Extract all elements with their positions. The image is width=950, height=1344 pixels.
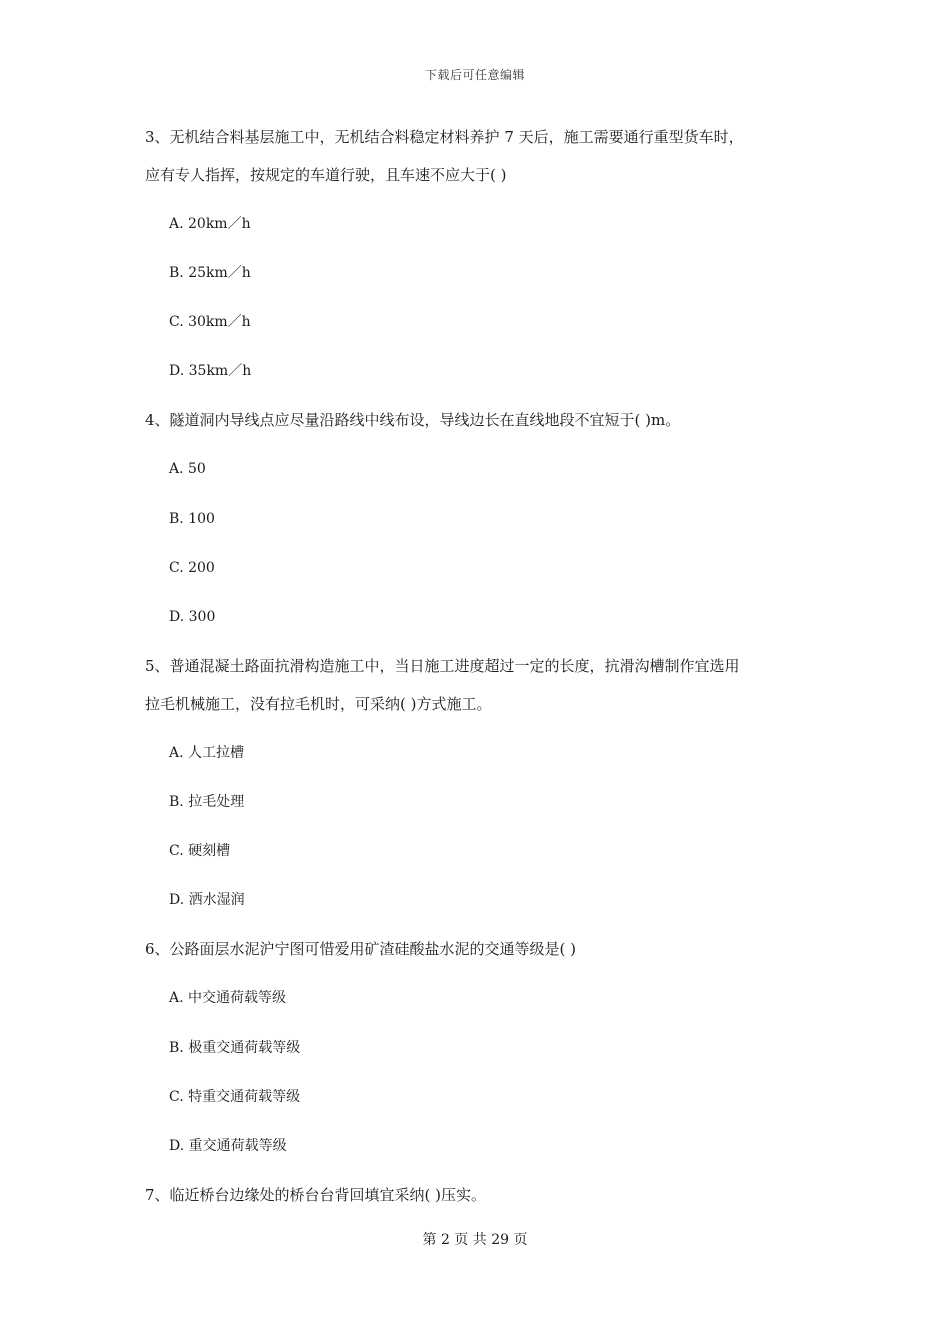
- question-5-line-1: 5、普通混凝土路面抗滑构造施工中，当日施工进度超过一定的长度，抗滑沟槽制作宜选用: [145, 657, 740, 675]
- question-6-option-a: A. 中交通荷载等级: [169, 990, 287, 1006]
- question-5-option-c: C. 硬刻槽: [169, 843, 231, 859]
- question-4-option-c: C. 200: [169, 560, 215, 576]
- question-3-option-b: B. 25km／h: [169, 265, 251, 281]
- page-header: 下载后可任意编辑: [424, 68, 525, 82]
- question-4-option-d: D. 300: [169, 609, 216, 625]
- question-3-line-1: 3、无机结合料基层施工中，无机结合料稳定材料养护 7 天后，施工需要通行重型货车时，: [145, 128, 744, 146]
- question-5-option-a: A. 人工拉槽: [169, 745, 245, 761]
- question-4-option-b: B. 100: [169, 511, 215, 527]
- question-5-option-d: D. 洒水湿润: [169, 892, 245, 908]
- question-3-line-2: 应有专人指挥，按规定的车道行驶，且车速不应大于( ): [145, 166, 507, 184]
- question-6-line-1: 6、公路面层水泥沪宁图可惜爱用矿渣硅酸盐水泥的交通等级是( ): [145, 940, 577, 958]
- question-6-option-d: D. 重交通荷载等级: [169, 1138, 287, 1154]
- question-6-option-c: C. 特重交通荷载等级: [169, 1089, 301, 1105]
- question-6-option-b: B. 极重交通荷载等级: [169, 1040, 301, 1056]
- question-3-option-c: C. 30km／h: [169, 314, 251, 330]
- question-3-option-a: A. 20km／h: [169, 216, 251, 232]
- question-4-line-1: 4、隧道洞内导线点应尽量沿路线中线布设，导线边长在直线地段不宜短于( )m。: [145, 411, 681, 429]
- question-3-option-d: D. 35km／h: [169, 363, 252, 379]
- question-7-line-1: 7、临近桥台边缘处的桥台台背回填宜采纳( )压实。: [145, 1186, 487, 1204]
- question-5-line-2: 拉毛机械施工，没有拉毛机时，可采纳( )方式施工。: [145, 695, 492, 713]
- question-5-option-b: B. 拉毛处理: [169, 794, 245, 810]
- page-footer: 第 2 页 共 29 页: [422, 1232, 528, 1248]
- question-4-option-a: A. 50: [169, 461, 206, 477]
